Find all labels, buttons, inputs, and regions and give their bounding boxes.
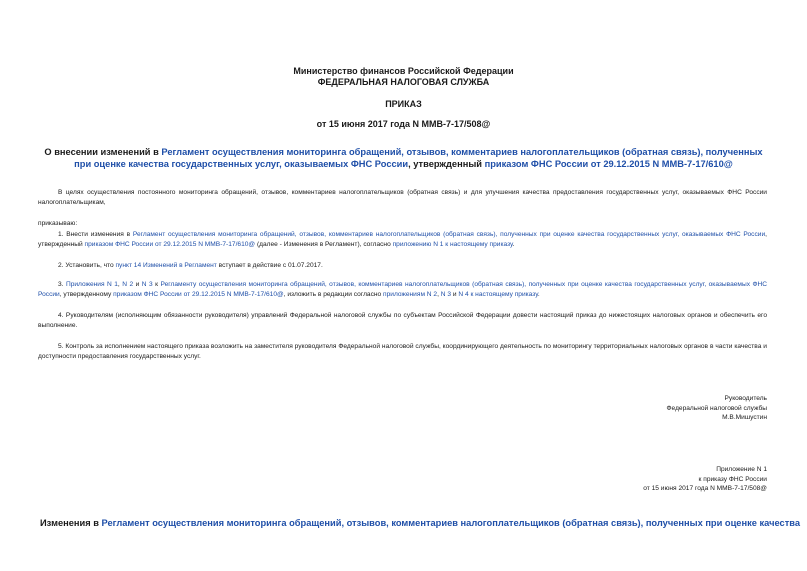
item-1-regulation-link[interactable]: Регламент осуществления мониторинга обращений, отзывов, комментариев налогоплательщиков (обратная связь), полученных при оценке качества государственных услуг, оказываемых ФНС России bbox=[132, 231, 766, 238]
item-3-sep-4: , bbox=[437, 290, 441, 298]
item-1-text-b: , утвержденный bbox=[38, 231, 767, 248]
appendix-reference bbox=[643, 465, 767, 494]
preamble-text: В целях осуществления постоянного мониторинга обращений, отзывов, комментариев налогоплательщиков (обратная связь) и для улучшения качества предоставления государственных услуг, оказываемых ФНС России налогоплательщикам, bbox=[38, 189, 767, 206]
ministry-heading: Министерство финансов Российской Федерации bbox=[293, 66, 514, 76]
service-heading: ФЕДЕРАЛЬНАЯ НАЛОГОВАЯ СЛУЖБА bbox=[317, 77, 490, 87]
item-3-sep-5: и bbox=[451, 290, 459, 298]
title-regulation-link[interactable]: Регламент осуществления мониторинга обращений, отзывов, комментариев налогоплательщиков (обратная связь), полученных при оценке качества государственных услуг, оказываемых ФНС России bbox=[74, 147, 763, 169]
item-1-text-c: (далее - Изменения в Регламент), согласно bbox=[255, 240, 393, 248]
page-title bbox=[40, 146, 767, 170]
item-3-regulation-link[interactable]: Регламенту осуществления мониторинга обращений, отзывов, комментариев налогоплательщиков (обратная связь), полученных при оценке качества государственных услуг, оказываемых ФНС России bbox=[38, 281, 768, 298]
appendix-title-regulation-link[interactable]: Регламент осуществления мониторинга обращений, отзывов, комментариев налогоплательщиков (обратная связь), полученных при оценке качества bbox=[101, 518, 801, 528]
appendix-number: Приложение N 1 bbox=[716, 466, 767, 473]
item-3-new-appendix2-link[interactable]: приложениям N 2 bbox=[383, 290, 438, 298]
item-3-order-link[interactable]: приказом ФНС России от 29.12.2015 N ММВ-7-17/610@ bbox=[113, 290, 284, 298]
appendix-title-prefix: Изменения в bbox=[40, 518, 102, 528]
item-3-appendix1-link[interactable]: Приложения N 1 bbox=[65, 281, 118, 288]
item-3-sep-1: , bbox=[117, 281, 123, 288]
doc-type-heading: ПРИКАЗ bbox=[385, 99, 422, 109]
item-3-text-b: , утвержденному bbox=[59, 290, 114, 298]
item-2-text-a: 2. Установить, что bbox=[58, 262, 116, 269]
item-1 bbox=[38, 230, 767, 249]
order-word: приказываю: bbox=[38, 220, 78, 227]
doc-date-heading: от 15 июня 2017 года N ММВ-7-17/508@ bbox=[316, 119, 491, 129]
appendix-title bbox=[40, 517, 801, 529]
item-1-order-link[interactable]: приказом ФНС России от 29.12.2015 N ММВ-7-17/610@ bbox=[84, 240, 256, 248]
item-3-text-d: . bbox=[537, 290, 540, 298]
item-3-appendix3-link[interactable]: N 3 bbox=[141, 281, 153, 288]
item-5: 5. Контроль за исполнением настоящего приказа возложить на заместителя руководителя Федеральной налоговой службы, координирующего деятельность по мониторингу территориальных налоговых органов в части качества и доступности предоставления государственных услуг. bbox=[38, 343, 767, 360]
signature-name: М.В.Мишустин bbox=[722, 414, 767, 421]
title-prefix: О внесении изменений в bbox=[44, 147, 162, 157]
item-3-new-appendix3-link[interactable]: N 3 bbox=[440, 290, 452, 298]
item-3-sep-3: к bbox=[152, 281, 161, 288]
signature-org: Федеральной налоговой службы bbox=[666, 404, 767, 412]
item-3-text-a: 3. bbox=[58, 281, 66, 288]
item-3-sep-2: и bbox=[133, 281, 142, 288]
item-2-point-link[interactable]: пункт 14 Изменений в Регламент bbox=[115, 262, 217, 269]
item-3-text-c: , изложить в редакции согласно bbox=[283, 290, 384, 298]
appendix-order: к приказу ФНС России bbox=[698, 475, 767, 483]
title-mid: , утвержденный bbox=[408, 159, 485, 169]
item-2 bbox=[38, 261, 767, 271]
item-4: 4. Руководителям (исполняющим обязанности руководителя) управлений Федеральной налоговой службы по субъектам Российской Федерации довести настоящий приказ до нижестоящих налоговых органов и обеспечить его выполнение. bbox=[38, 312, 767, 329]
signature-title: Руководитель bbox=[724, 395, 767, 402]
item-3 bbox=[38, 280, 767, 299]
signature-block bbox=[667, 394, 767, 423]
title-order-link[interactable]: приказом ФНС России от 29.12.2015 N ММВ-7-17/610@ bbox=[484, 159, 733, 169]
item-3-appendix2-link[interactable]: N 2 bbox=[122, 281, 134, 288]
item-1-text-d: . bbox=[512, 240, 515, 248]
item-2-text-b: вступает в действие с 01.07.2017. bbox=[216, 262, 323, 269]
item-1-text-a: 1. Внести изменения в bbox=[58, 231, 133, 238]
item-1-appendix-link[interactable]: приложению N 1 к настоящему приказу bbox=[392, 240, 513, 248]
appendix-date: от 15 июня 2017 года N ММВ-7-17/508@ bbox=[643, 485, 767, 492]
item-3-new-appendix4-link[interactable]: N 4 к настоящему приказу bbox=[458, 290, 538, 298]
